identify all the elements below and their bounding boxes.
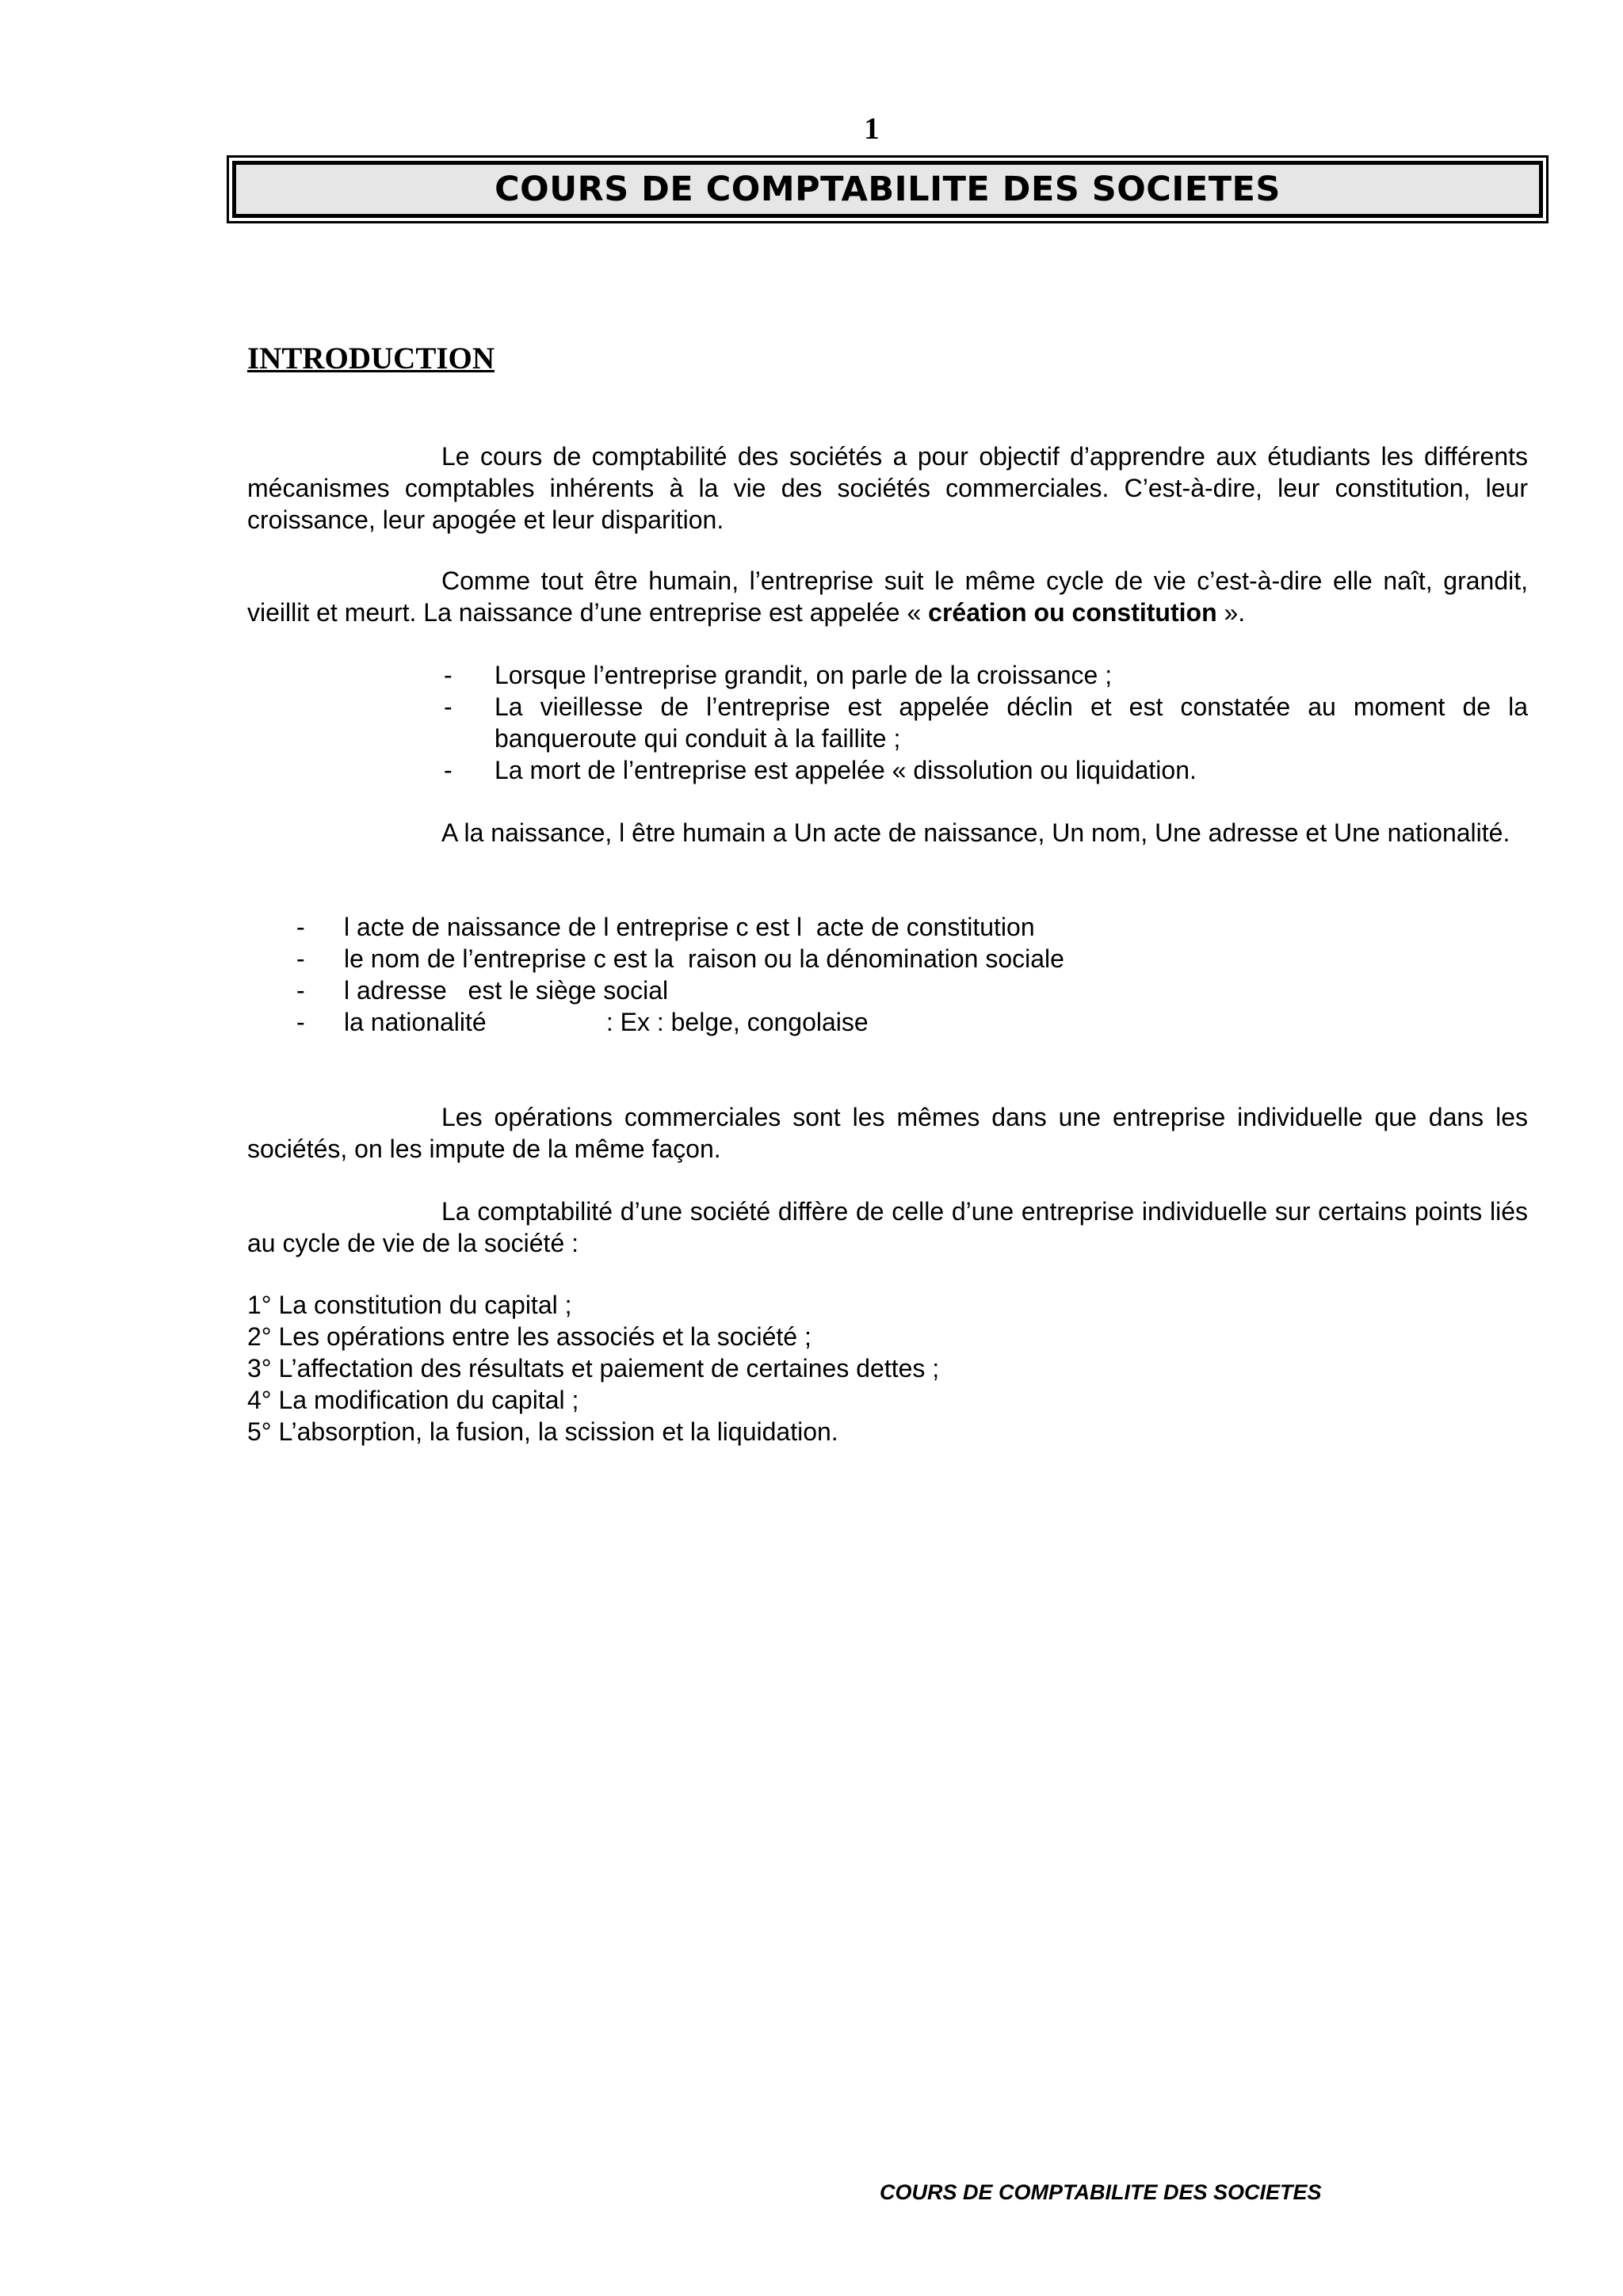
page-footer: COURS DE COMPTABILITE DES SOCIETES xyxy=(880,2180,1322,2204)
bullet-dash: - xyxy=(296,976,305,1005)
bullet-dash: - xyxy=(444,661,453,689)
list-item-text: l adresse est le siège social xyxy=(344,976,669,1005)
lifecycle-bullet-list xyxy=(441,659,1528,786)
document-title: COURS DE COMPTABILITE DES SOCIETES xyxy=(495,170,1281,209)
list-item: 1° La constitution du capital ; xyxy=(247,1291,572,1319)
bullet-dash: - xyxy=(296,944,305,973)
intro-paragraph-2 xyxy=(247,565,1528,628)
intro-paragraph-5-block xyxy=(247,1196,1528,1259)
bullet-dash: - xyxy=(296,913,305,941)
page-number: 1 xyxy=(864,112,880,146)
section-heading-introduction: INTRODUCTION xyxy=(247,341,495,376)
intro-paragraph-2-end: ». xyxy=(1216,598,1246,627)
list-item-text: La mort de l’entreprise est appelée « dissolution ou liquidation. xyxy=(495,756,1197,784)
list-item-text: l acte de naissance de l entreprise c est l acte de constitution xyxy=(344,913,1035,941)
intro-paragraph-3: A la naissance, l être humain a Un acte de naissance, Un nom, Une adresse et Une nationalité. xyxy=(441,818,1510,847)
list-item-text: la nationalité : Ex : belge, congolaise xyxy=(344,1008,869,1036)
list-item-text: le nom de l’entreprise c est la raison ou la dénomination sociale xyxy=(344,944,1064,973)
bullet-dash: - xyxy=(444,756,453,784)
list-item xyxy=(441,691,1528,754)
intro-paragraph-2-text: Comme tout être humain, l’entreprise suit le même cycle de vie c’est-à-dire elle naît, grandit, vieillit et meurt. La naissance d’une entreprise est appelée « xyxy=(247,566,1528,627)
bullet-dash: - xyxy=(444,692,453,721)
intro-paragraph-4-block xyxy=(247,1101,1528,1165)
analogy-bullet-list xyxy=(293,911,1244,1038)
list-item: 5° L’absorption, la fusion, la scission et la liquidation. xyxy=(247,1417,838,1446)
intro-paragraph-2-bold: création ou constitution xyxy=(928,598,1217,627)
document-title-box xyxy=(227,155,1549,223)
numbered-points-list xyxy=(247,1289,939,1447)
list-item xyxy=(293,911,1244,943)
intro-paragraph-1-block xyxy=(247,441,1528,536)
intro-paragraph-4: Les opérations commerciales sont les mêmes dans une entreprise individuelle que dans les sociétés, on les impute de la même façon. xyxy=(247,1103,1528,1163)
list-item xyxy=(441,659,1528,691)
list-item: 2° Les opérations entre les associés et la société ; xyxy=(247,1322,812,1351)
list-item-text: La vieillesse de l’entreprise est appelée déclin et est constatée au moment de la banqueroute qui conduit à la faillite ; xyxy=(495,692,1528,753)
bullet-dash: - xyxy=(296,1008,305,1036)
list-item-text: Lorsque l’entreprise grandit, on parle de la croissance ; xyxy=(495,661,1113,689)
list-item xyxy=(293,974,1244,1006)
intro-paragraph-2-block xyxy=(247,565,1528,628)
document-title-inner xyxy=(232,161,1543,218)
list-item: 4° La modification du capital ; xyxy=(247,1386,579,1414)
list-item xyxy=(441,754,1528,786)
intro-paragraph-1: Le cours de comptabilité des sociétés a pour objectif d’apprendre aux étudiants les différents mécanismes comptables inhérents à la vie des sociétés commerciales. C’est-à-dire, leur constitution, leur croissance, leur apogée et leur disparition. xyxy=(247,442,1528,534)
list-item: 3° L’affectation des résultats et paiement de certaines dettes ; xyxy=(247,1354,940,1383)
intro-paragraph-5: La comptabilité d’une société diffère de celle d’une entreprise individuelle sur certains points liés au cycle de vie de la société : xyxy=(247,1197,1528,1257)
list-item xyxy=(293,1006,1244,1038)
list-item xyxy=(293,943,1244,974)
